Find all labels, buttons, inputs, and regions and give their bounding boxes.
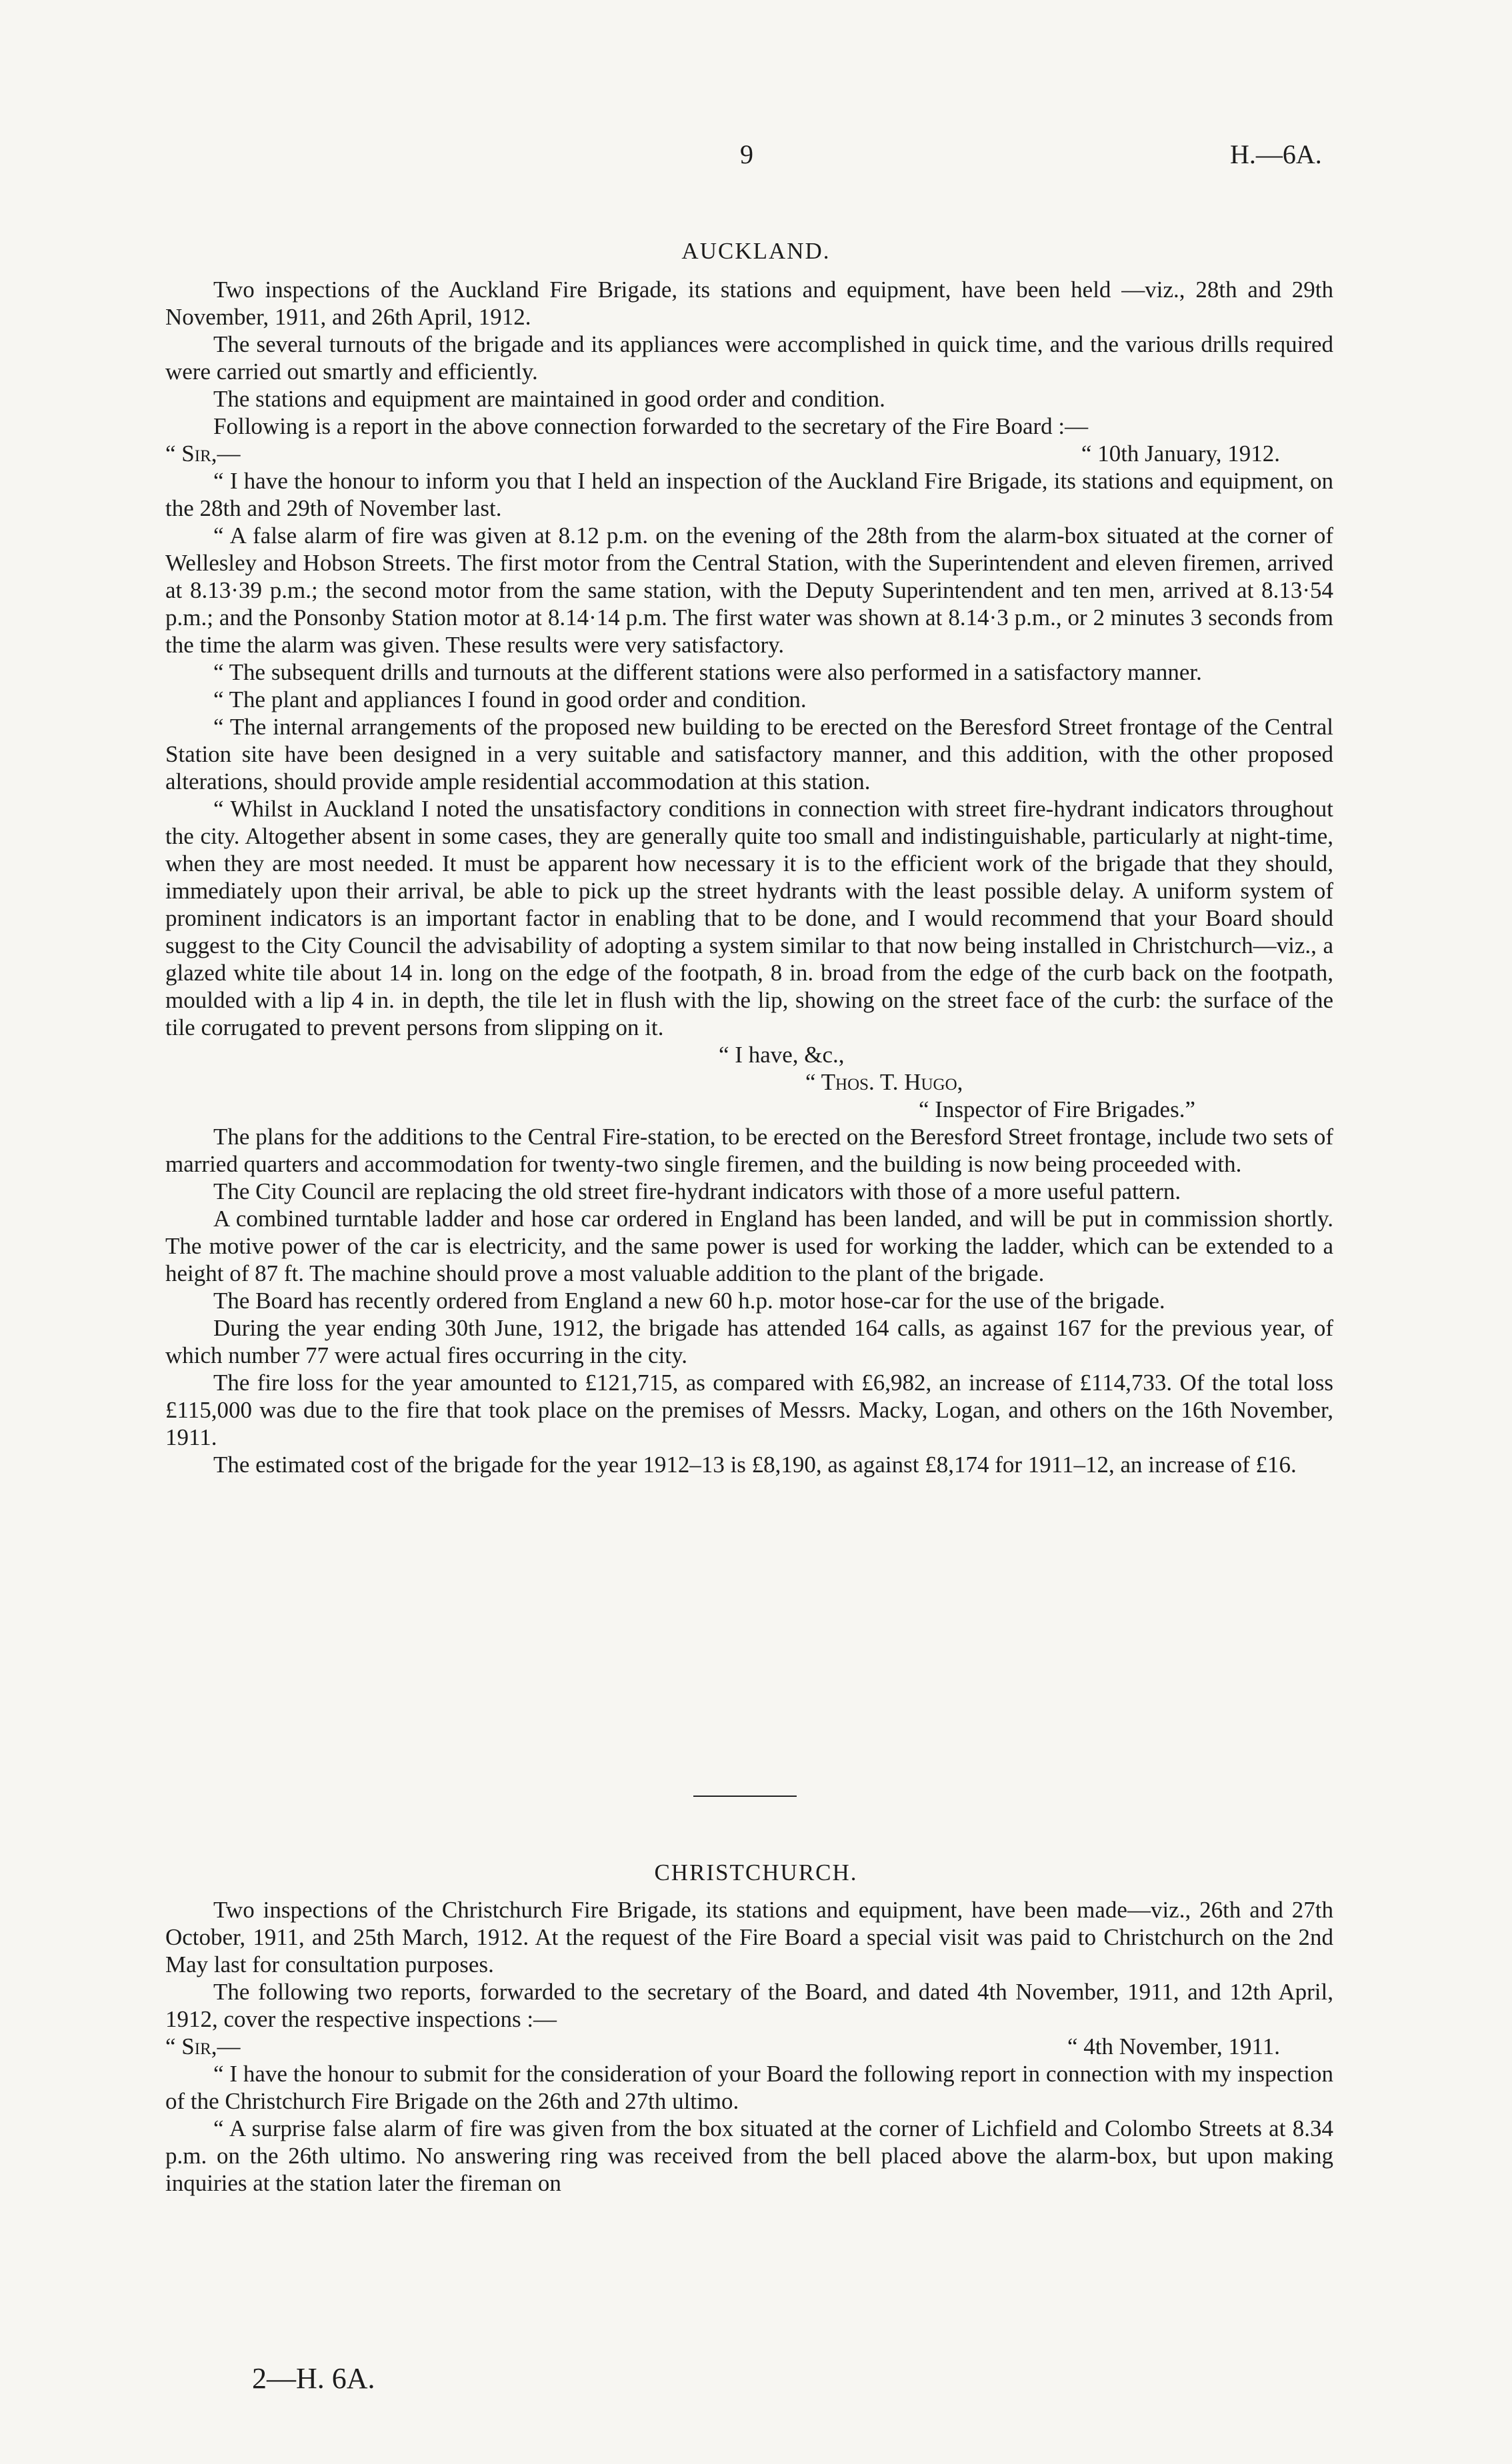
page-number: 9 — [740, 139, 753, 169]
paragraph: The Board has recently ordered from England a new 60 h.p. motor hose-car for the use of the brigade. — [213, 1288, 1165, 1314]
paragraph: The City Council are replacing the old street fire-hydrant indicators with those of a more useful pattern. — [213, 1178, 1181, 1204]
letter-date: “ 4th November, 1911. — [1067, 2033, 1280, 2059]
paragraph: The following two reports, forwarded to the secretary of the Board, and dated 4th November, 1911, and 12th April, 1912, cover the respective inspections :— — [165, 1979, 1333, 2032]
letter-paragraph: “ The internal arrangements of the proposed new building to be erected on the Beresford Street frontage of the Central Station site have been designed in a very suitable and satisfactory manner, and this addition, with the other proposed alterations, should provide ample residential accommodation at this station. — [165, 714, 1333, 794]
salutation: “ Sir,— — [165, 441, 241, 467]
paragraph: The estimated cost of the brigade for the year 1912–13 is £8,190, as against £8,174 for 1911–12, an increase of £16. — [213, 1452, 1297, 1478]
paragraph: The fire loss for the year amounted to £121,715, as compared with £6,982, an increase of £114,733. Of the total loss £115,000 was due to the fire that took place on the premises of Messrs. Macky, Logan, and others on the 16th November, 1911. — [165, 1370, 1333, 1450]
signatory-title: “ Inspector of Fire Brigades.” — [919, 1096, 1195, 1122]
paragraph: Following is a report in the above connection forwarded to the secretary of the Fire Board :— — [213, 413, 1089, 439]
auckland-section — [165, 276, 1333, 1478]
section-heading-auckland: AUCKLAND. — [681, 238, 831, 264]
paragraph: During the year ending 30th June, 1912, the brigade has attended 164 calls, as against 167 for the previous year, of which number 77 were actual fires occurring in the city. — [165, 1315, 1333, 1368]
letter-heading — [165, 2033, 1333, 2060]
paragraph: Two inspections of the Auckland Fire Brigade, its stations and equipment, have been held —viz., 28th and 29th November, 1911, and 26th April, 1912. — [165, 277, 1333, 330]
letter-paragraph: “ Whilst in Auckland I noted the unsatisfactory conditions in connection with street fire-hydrant indicators throughout the city. Altogether absent in some cases, they are generally quite too small and indistinguishable, particularly at night-time, when they are most needed. It must be apparent how necessary it is to the efficient work of the brigade that they should, immediately upon their arrival, be able to pick up the street hydrants with the least possible delay. A uniform system of prominent indicators is an important factor in enabling that to be done, and I would recommend that your Board should suggest to the City Council the advisability of adopting a system similar to that now being installed in Christchurch—viz., a glazed white tile about 14 in. long on the edge of the footpath, 8 in. broad from the edge of the curb back on the footpath, moulded with a lip 4 in. in depth, the tile let in flush with the lip, showing on the street face of the curb: the surface of the tile corrugated to prevent persons from slipping on it. — [165, 796, 1333, 1040]
section-divider — [693, 1796, 797, 1797]
paragraph: A combined turntable ladder and hose car ordered in England has been landed, and will be put in commission shortly. The motive power of the car is electricity, and the same power is used for working the ladder, which can be extended to a height of 87 ft. The machine should prove a most valuable addition to the plant of the brigade. — [165, 1206, 1333, 1286]
paragraph: The several turnouts of the brigade and its appliances were accomplished in quick time, and the various drills required were carried out smartly and efficiently. — [165, 331, 1333, 385]
letter-paragraph: “ I have the honour to submit for the consideration of your Board the following report in connection with my inspection of the Christchurch Fire Brigade on the 26th and 27th ultimo. — [165, 2061, 1333, 2114]
paragraph: The stations and equipment are maintained in good order and condition. — [213, 386, 885, 412]
christchurch-section — [165, 1896, 1333, 2197]
letter-paragraph: “ I have the honour to inform you that I held an inspection of the Auckland Fire Brigade, its stations and equipment, on the 28th and 29th of November last. — [165, 468, 1333, 521]
letter-paragraph: “ A surprise false alarm of fire was given from the box situated at the corner of Lichfield and Colombo Streets at 8.34 p.m. on the 26th ultimo. No answering ring was received from the bell placed above the alarm-box, but upon making inquiries at the station later the fireman on — [165, 2115, 1333, 2196]
letter-heading — [165, 440, 1333, 467]
letter-paragraph: “ A false alarm of fire was given at 8.12 p.m. on the evening of the 28th from the alarm-box situated at the corner of Wellesley and Hobson Streets. The first motor from the Central Station, with the Superintendent and eleven firemen, arrived at 8.13·39 p.m.; the second motor from the same station, with the Deputy Superintendent and ten men, arrived at 8.13·54 p.m.; and the Ponsonby Station motor at 8.14·14 p.m. The first water was shown at 8.14·3 p.m., or 2 minutes 3 seconds from the time the alarm was given. These results were very satisfactory. — [165, 523, 1333, 658]
letter-signatory: “ Thos. T. Hugo, — [805, 1069, 963, 1095]
salutation: “ Sir,— — [165, 2033, 241, 2059]
signature-mark: 2—H. 6A. — [252, 2362, 375, 2395]
paragraph: Two inspections of the Christchurch Fire Brigade, its stations and equipment, have been made—viz., 26th and 27th October, 1911, and 25th March, 1912. At the request of the Fire Board a special visit was paid to Christchurch on the 2nd May last for consultation purposes. — [165, 1897, 1333, 1977]
paragraph: The plans for the additions to the Central Fire-station, to be erected on the Beresford Street frontage, include two sets of married quarters and accommodation for twenty-two single firemen, and the building is now being proceeded with. — [165, 1124, 1333, 1177]
letter-paragraph: “ The subsequent drills and turnouts at the different stations were also performed in a satisfactory manner. — [213, 659, 1202, 685]
document-reference: H.—6A. — [1230, 139, 1322, 169]
section-heading-christchurch: CHRISTCHURCH. — [654, 1859, 858, 1885]
letter-date: “ 10th January, 1912. — [1081, 441, 1280, 467]
letter-paragraph: “ The plant and appliances I found in good order and condition. — [213, 686, 807, 712]
letter-closing: “ I have, &c., — [719, 1042, 845, 1068]
